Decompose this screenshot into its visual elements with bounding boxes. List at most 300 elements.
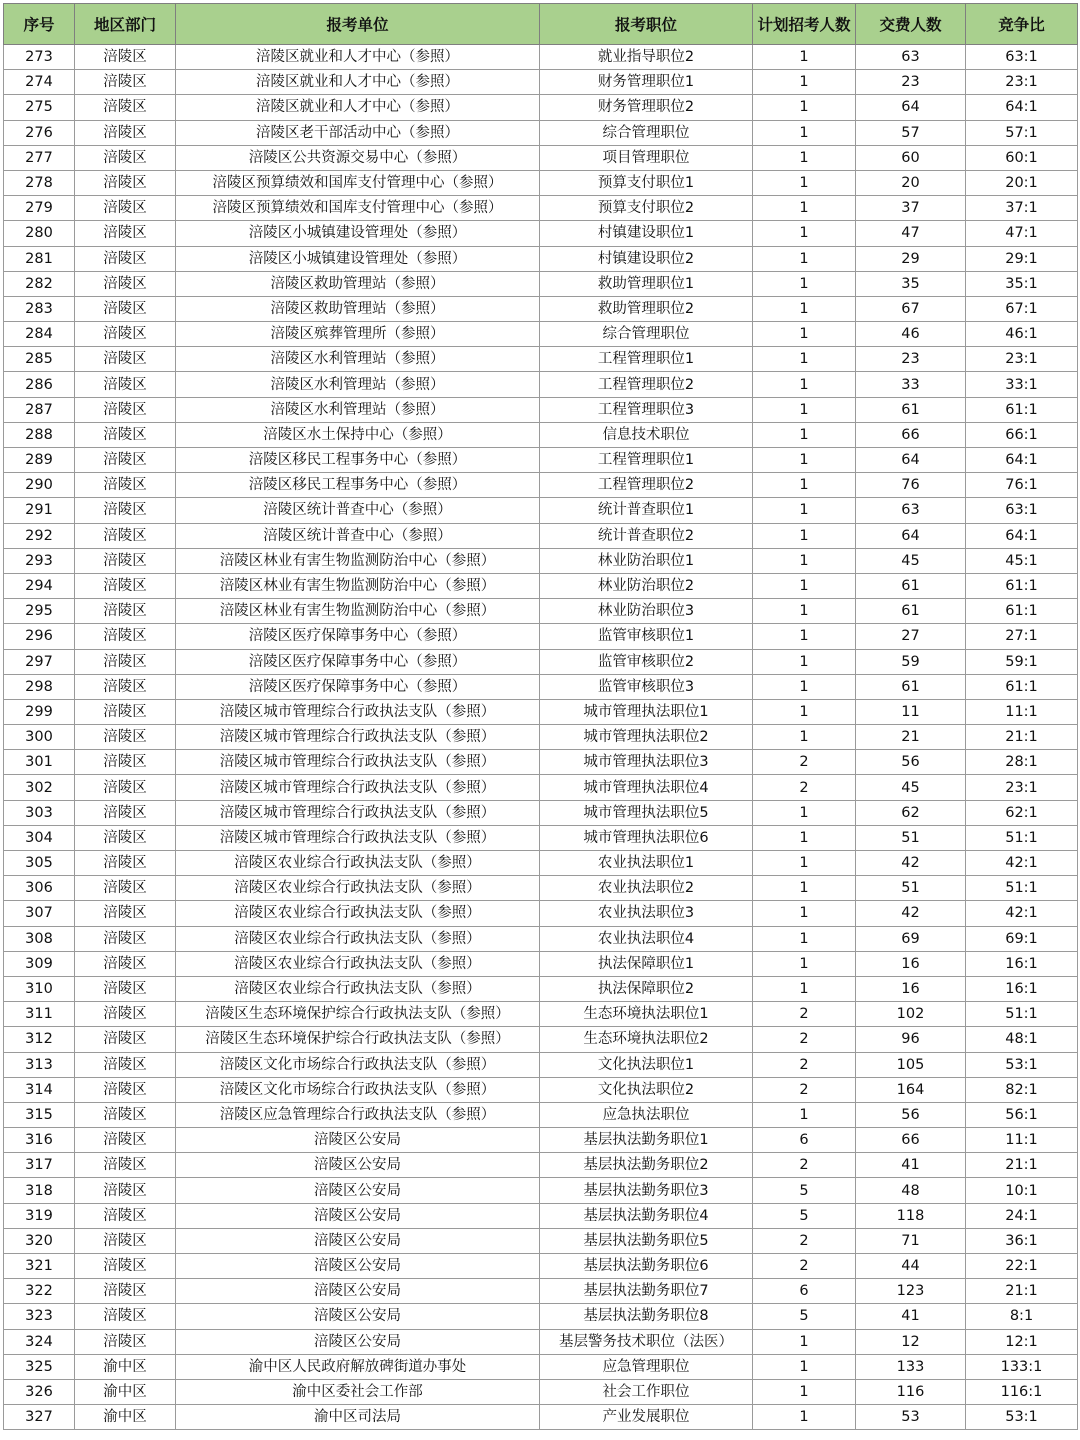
table-row — [4, 170, 1078, 195]
cell-planned: 1 — [753, 246, 856, 271]
table-row — [4, 1379, 1078, 1404]
cell-unit: 涪陵区林业有害生物监测防治中心（参照） — [176, 548, 540, 573]
cell-planned: 1 — [753, 322, 856, 347]
cell-ratio: 51:1 — [966, 825, 1078, 850]
cell-index: 296 — [4, 624, 75, 649]
table-row — [4, 1052, 1078, 1077]
cell-paid: 76 — [856, 473, 966, 498]
cell-planned: 1 — [753, 397, 856, 422]
cell-region: 涪陵区 — [75, 649, 176, 674]
cell-region: 涪陵区 — [75, 1254, 176, 1279]
cell-unit: 涪陵区预算绩效和国库支付管理中心（参照） — [176, 170, 540, 195]
cell-ratio: 21:1 — [966, 1153, 1078, 1178]
cell-ratio: 36:1 — [966, 1228, 1078, 1253]
cell-paid: 64 — [856, 95, 966, 120]
cell-paid: 44 — [856, 1254, 966, 1279]
cell-region: 涪陵区 — [75, 1077, 176, 1102]
cell-ratio: 57:1 — [966, 120, 1078, 145]
table-row — [4, 649, 1078, 674]
cell-index: 316 — [4, 1128, 75, 1153]
cell-ratio: 61:1 — [966, 573, 1078, 598]
cell-position: 应急执法职位 — [540, 1102, 753, 1127]
table-row — [4, 1027, 1078, 1052]
cell-ratio: 8:1 — [966, 1304, 1078, 1329]
cell-region: 涪陵区 — [75, 1002, 176, 1027]
cell-index: 324 — [4, 1329, 75, 1354]
cell-position: 监管审核职位2 — [540, 649, 753, 674]
cell-region: 涪陵区 — [75, 95, 176, 120]
cell-position: 基层执法勤务职位8 — [540, 1304, 753, 1329]
cell-region: 涪陵区 — [75, 422, 176, 447]
cell-planned: 1 — [753, 624, 856, 649]
cell-planned: 1 — [753, 1379, 856, 1404]
cell-paid: 53 — [856, 1405, 966, 1430]
cell-region: 涪陵区 — [75, 976, 176, 1001]
cell-ratio: 56:1 — [966, 1102, 1078, 1127]
cell-planned: 1 — [753, 372, 856, 397]
cell-region: 涪陵区 — [75, 851, 176, 876]
cell-region: 涪陵区 — [75, 951, 176, 976]
cell-index: 302 — [4, 775, 75, 800]
cell-region: 涪陵区 — [75, 145, 176, 170]
cell-planned: 5 — [753, 1203, 856, 1228]
cell-position: 村镇建设职位1 — [540, 221, 753, 246]
table-row — [4, 624, 1078, 649]
cell-paid: 23 — [856, 347, 966, 372]
cell-index: 322 — [4, 1279, 75, 1304]
cell-region: 涪陵区 — [75, 825, 176, 850]
table-row — [4, 1228, 1078, 1253]
cell-planned: 1 — [753, 674, 856, 699]
cell-unit: 渝中区司法局 — [176, 1405, 540, 1430]
cell-ratio: 45:1 — [966, 548, 1078, 573]
cell-index: 301 — [4, 750, 75, 775]
cell-index: 326 — [4, 1379, 75, 1404]
cell-planned: 1 — [753, 851, 856, 876]
cell-ratio: 23:1 — [966, 775, 1078, 800]
table-row — [4, 1153, 1078, 1178]
table-row — [4, 221, 1078, 246]
cell-index: 313 — [4, 1052, 75, 1077]
cell-region: 涪陵区 — [75, 1203, 176, 1228]
cell-position: 社会工作职位 — [540, 1379, 753, 1404]
cell-unit: 涪陵区公安局 — [176, 1304, 540, 1329]
cell-planned: 1 — [753, 448, 856, 473]
table-row — [4, 1002, 1078, 1027]
column-header-index: 序号 — [4, 4, 75, 45]
cell-index: 285 — [4, 347, 75, 372]
cell-index: 283 — [4, 296, 75, 321]
cell-index: 293 — [4, 548, 75, 573]
table-row — [4, 725, 1078, 750]
cell-planned: 1 — [753, 699, 856, 724]
cell-paid: 59 — [856, 649, 966, 674]
cell-index: 298 — [4, 674, 75, 699]
cell-planned: 1 — [753, 70, 856, 95]
table-row — [4, 1304, 1078, 1329]
cell-position: 生态环境执法职位2 — [540, 1027, 753, 1052]
cell-region: 涪陵区 — [75, 372, 176, 397]
cell-unit: 涪陵区公共资源交易中心（参照） — [176, 145, 540, 170]
table-row — [4, 800, 1078, 825]
table-row — [4, 750, 1078, 775]
cell-paid: 96 — [856, 1027, 966, 1052]
cell-unit: 涪陵区农业综合行政执法支队（参照） — [176, 876, 540, 901]
cell-region: 涪陵区 — [75, 1128, 176, 1153]
cell-ratio: 47:1 — [966, 221, 1078, 246]
cell-paid: 118 — [856, 1203, 966, 1228]
cell-paid: 61 — [856, 397, 966, 422]
cell-region: 涪陵区 — [75, 246, 176, 271]
cell-unit: 涪陵区城市管理综合行政执法支队（参照） — [176, 725, 540, 750]
cell-planned: 1 — [753, 725, 856, 750]
cell-position: 救助管理职位1 — [540, 271, 753, 296]
cell-position: 农业执法职位3 — [540, 901, 753, 926]
cell-planned: 1 — [753, 221, 856, 246]
cell-unit: 涪陵区文化市场综合行政执法支队（参照） — [176, 1052, 540, 1077]
cell-index: 292 — [4, 523, 75, 548]
cell-unit: 涪陵区医疗保障事务中心（参照） — [176, 649, 540, 674]
cell-region: 涪陵区 — [75, 523, 176, 548]
table-row — [4, 599, 1078, 624]
cell-index: 319 — [4, 1203, 75, 1228]
cell-unit: 涪陵区预算绩效和国库支付管理中心（参照） — [176, 196, 540, 221]
table-row — [4, 699, 1078, 724]
table-row — [4, 674, 1078, 699]
cell-paid: 16 — [856, 951, 966, 976]
table-row — [4, 1354, 1078, 1379]
cell-unit: 涪陵区公安局 — [176, 1203, 540, 1228]
cell-unit: 涪陵区老干部活动中心（参照） — [176, 120, 540, 145]
cell-planned: 1 — [753, 876, 856, 901]
table-row — [4, 347, 1078, 372]
cell-region: 涪陵区 — [75, 926, 176, 951]
table-row — [4, 196, 1078, 221]
cell-position: 基层执法勤务职位1 — [540, 1128, 753, 1153]
cell-region: 渝中区 — [75, 1354, 176, 1379]
cell-region: 涪陵区 — [75, 548, 176, 573]
cell-position: 城市管理执法职位1 — [540, 699, 753, 724]
cell-planned: 1 — [753, 120, 856, 145]
cell-position: 综合管理职位 — [540, 120, 753, 145]
cell-ratio: 37:1 — [966, 196, 1078, 221]
table-row — [4, 1254, 1078, 1279]
cell-ratio: 53:1 — [966, 1405, 1078, 1430]
cell-position: 监管审核职位1 — [540, 624, 753, 649]
cell-position: 城市管理执法职位3 — [540, 750, 753, 775]
cell-planned: 1 — [753, 271, 856, 296]
cell-index: 314 — [4, 1077, 75, 1102]
cell-position: 工程管理职位2 — [540, 473, 753, 498]
cell-index: 317 — [4, 1153, 75, 1178]
cell-planned: 2 — [753, 750, 856, 775]
cell-unit: 涪陵区城市管理综合行政执法支队（参照） — [176, 800, 540, 825]
cell-unit: 涪陵区公安局 — [176, 1153, 540, 1178]
table-row — [4, 448, 1078, 473]
cell-paid: 11 — [856, 699, 966, 724]
cell-position: 执法保障职位2 — [540, 976, 753, 1001]
cell-position: 基层警务技术职位（法医） — [540, 1329, 753, 1354]
cell-unit: 涪陵区生态环境保护综合行政执法支队（参照） — [176, 1002, 540, 1027]
table-row — [4, 1077, 1078, 1102]
cell-region: 涪陵区 — [75, 674, 176, 699]
cell-paid: 51 — [856, 876, 966, 901]
cell-paid: 33 — [856, 372, 966, 397]
cell-unit: 涪陵区医疗保障事务中心（参照） — [176, 674, 540, 699]
table-row — [4, 851, 1078, 876]
cell-planned: 1 — [753, 926, 856, 951]
cell-position: 农业执法职位4 — [540, 926, 753, 951]
cell-planned: 1 — [753, 1102, 856, 1127]
cell-unit: 涪陵区农业综合行政执法支队（参照） — [176, 976, 540, 1001]
cell-index: 294 — [4, 573, 75, 598]
table-row — [4, 1405, 1078, 1430]
cell-ratio: 76:1 — [966, 473, 1078, 498]
cell-index: 286 — [4, 372, 75, 397]
cell-position: 应急管理职位 — [540, 1354, 753, 1379]
cell-index: 291 — [4, 498, 75, 523]
cell-unit: 涪陵区移民工程事务中心（参照） — [176, 448, 540, 473]
cell-planned: 2 — [753, 775, 856, 800]
cell-ratio: 11:1 — [966, 699, 1078, 724]
table-row — [4, 876, 1078, 901]
cell-index: 279 — [4, 196, 75, 221]
cell-index: 310 — [4, 976, 75, 1001]
table-row — [4, 397, 1078, 422]
cell-paid: 35 — [856, 271, 966, 296]
cell-region: 涪陵区 — [75, 170, 176, 195]
cell-unit: 涪陵区统计普查中心（参照） — [176, 523, 540, 548]
cell-index: 315 — [4, 1102, 75, 1127]
table-row — [4, 901, 1078, 926]
cell-region: 涪陵区 — [75, 876, 176, 901]
cell-paid: 102 — [856, 1002, 966, 1027]
cell-region: 涪陵区 — [75, 296, 176, 321]
cell-unit: 涪陵区小城镇建设管理处（参照） — [176, 246, 540, 271]
table-row — [4, 775, 1078, 800]
cell-ratio: 22:1 — [966, 1254, 1078, 1279]
cell-planned: 6 — [753, 1128, 856, 1153]
cell-ratio: 42:1 — [966, 901, 1078, 926]
cell-region: 涪陵区 — [75, 120, 176, 145]
cell-region: 涪陵区 — [75, 347, 176, 372]
cell-planned: 5 — [753, 1178, 856, 1203]
cell-unit: 渝中区委社会工作部 — [176, 1379, 540, 1404]
cell-position: 救助管理职位2 — [540, 296, 753, 321]
cell-position: 文化执法职位2 — [540, 1077, 753, 1102]
cell-region: 涪陵区 — [75, 1102, 176, 1127]
cell-index: 280 — [4, 221, 75, 246]
cell-paid: 61 — [856, 573, 966, 598]
cell-planned: 2 — [753, 1228, 856, 1253]
cell-index: 321 — [4, 1254, 75, 1279]
table-row — [4, 70, 1078, 95]
cell-position: 基层执法勤务职位2 — [540, 1153, 753, 1178]
cell-unit: 涪陵区农业综合行政执法支队（参照） — [176, 851, 540, 876]
cell-planned: 1 — [753, 1405, 856, 1430]
cell-region: 涪陵区 — [75, 725, 176, 750]
table-row — [4, 523, 1078, 548]
cell-position: 城市管理执法职位5 — [540, 800, 753, 825]
cell-paid: 67 — [856, 296, 966, 321]
cell-ratio: 42:1 — [966, 851, 1078, 876]
cell-planned: 1 — [753, 523, 856, 548]
cell-index: 281 — [4, 246, 75, 271]
cell-paid: 66 — [856, 1128, 966, 1153]
cell-index: 320 — [4, 1228, 75, 1253]
cell-region: 涪陵区 — [75, 473, 176, 498]
cell-paid: 42 — [856, 901, 966, 926]
cell-index: 276 — [4, 120, 75, 145]
cell-paid: 47 — [856, 221, 966, 246]
table-row — [4, 498, 1078, 523]
cell-planned: 2 — [753, 1002, 856, 1027]
cell-ratio: 46:1 — [966, 322, 1078, 347]
cell-index: 289 — [4, 448, 75, 473]
table-row — [4, 246, 1078, 271]
column-header-unit: 报考单位 — [176, 4, 540, 45]
cell-ratio: 21:1 — [966, 1279, 1078, 1304]
cell-ratio: 12:1 — [966, 1329, 1078, 1354]
cell-paid: 51 — [856, 825, 966, 850]
cell-index: 311 — [4, 1002, 75, 1027]
cell-planned: 1 — [753, 45, 856, 70]
cell-unit: 涪陵区林业有害生物监测防治中心（参照） — [176, 599, 540, 624]
cell-region: 涪陵区 — [75, 573, 176, 598]
cell-paid: 69 — [856, 926, 966, 951]
cell-index: 274 — [4, 70, 75, 95]
cell-paid: 45 — [856, 775, 966, 800]
cell-region: 涪陵区 — [75, 1027, 176, 1052]
table-row — [4, 372, 1078, 397]
cell-unit: 涪陵区公安局 — [176, 1254, 540, 1279]
cell-index: 323 — [4, 1304, 75, 1329]
cell-index: 299 — [4, 699, 75, 724]
table-row — [4, 951, 1078, 976]
cell-unit: 涪陵区救助管理站（参照） — [176, 296, 540, 321]
cell-region: 涪陵区 — [75, 221, 176, 246]
cell-index: 288 — [4, 422, 75, 447]
cell-position: 预算支付职位2 — [540, 196, 753, 221]
cell-unit: 涪陵区公安局 — [176, 1329, 540, 1354]
cell-ratio: 33:1 — [966, 372, 1078, 397]
recruitment-table — [3, 3, 1078, 1430]
cell-paid: 133 — [856, 1354, 966, 1379]
cell-position: 生态环境执法职位1 — [540, 1002, 753, 1027]
cell-ratio: 53:1 — [966, 1052, 1078, 1077]
cell-position: 工程管理职位1 — [540, 347, 753, 372]
cell-index: 278 — [4, 170, 75, 195]
cell-unit: 涪陵区殡葬管理所（参照） — [176, 322, 540, 347]
cell-index: 307 — [4, 901, 75, 926]
cell-paid: 42 — [856, 851, 966, 876]
cell-index: 303 — [4, 800, 75, 825]
cell-ratio: 61:1 — [966, 599, 1078, 624]
table-row — [4, 573, 1078, 598]
cell-unit: 涪陵区救助管理站（参照） — [176, 271, 540, 296]
cell-region: 涪陵区 — [75, 800, 176, 825]
cell-paid: 27 — [856, 624, 966, 649]
cell-index: 275 — [4, 95, 75, 120]
cell-position: 城市管理执法职位2 — [540, 725, 753, 750]
cell-position: 财务管理职位1 — [540, 70, 753, 95]
cell-region: 涪陵区 — [75, 901, 176, 926]
cell-index: 308 — [4, 926, 75, 951]
cell-planned: 1 — [753, 473, 856, 498]
cell-ratio: 51:1 — [966, 876, 1078, 901]
cell-planned: 1 — [753, 145, 856, 170]
header-row — [4, 4, 1078, 45]
cell-unit: 涪陵区应急管理综合行政执法支队（参照） — [176, 1102, 540, 1127]
cell-paid: 63 — [856, 45, 966, 70]
cell-unit: 涪陵区城市管理综合行政执法支队（参照） — [176, 775, 540, 800]
cell-paid: 164 — [856, 1077, 966, 1102]
cell-paid: 61 — [856, 599, 966, 624]
cell-unit: 涪陵区水土保持中心（参照） — [176, 422, 540, 447]
cell-ratio: 63:1 — [966, 498, 1078, 523]
cell-planned: 1 — [753, 498, 856, 523]
cell-ratio: 29:1 — [966, 246, 1078, 271]
cell-region: 涪陵区 — [75, 599, 176, 624]
cell-ratio: 60:1 — [966, 145, 1078, 170]
cell-unit: 涪陵区公安局 — [176, 1178, 540, 1203]
table-row — [4, 825, 1078, 850]
cell-ratio: 10:1 — [966, 1178, 1078, 1203]
table-wrapper — [3, 3, 1078, 1430]
cell-paid: 57 — [856, 120, 966, 145]
cell-position: 基层执法勤务职位7 — [540, 1279, 753, 1304]
cell-paid: 62 — [856, 800, 966, 825]
cell-planned: 1 — [753, 347, 856, 372]
cell-planned: 1 — [753, 1329, 856, 1354]
table-row — [4, 1203, 1078, 1228]
cell-paid: 41 — [856, 1304, 966, 1329]
cell-region: 涪陵区 — [75, 624, 176, 649]
cell-region: 涪陵区 — [75, 1153, 176, 1178]
cell-planned: 1 — [753, 573, 856, 598]
cell-unit: 涪陵区移民工程事务中心（参照） — [176, 473, 540, 498]
cell-unit: 涪陵区城市管理综合行政执法支队（参照） — [176, 699, 540, 724]
cell-unit: 涪陵区公安局 — [176, 1228, 540, 1253]
cell-ratio: 61:1 — [966, 674, 1078, 699]
cell-region: 涪陵区 — [75, 775, 176, 800]
cell-unit: 涪陵区公安局 — [176, 1128, 540, 1153]
table-row — [4, 473, 1078, 498]
cell-planned: 1 — [753, 825, 856, 850]
cell-position: 村镇建设职位2 — [540, 246, 753, 271]
cell-position: 执法保障职位1 — [540, 951, 753, 976]
cell-planned: 2 — [753, 1254, 856, 1279]
cell-position: 统计普查职位2 — [540, 523, 753, 548]
cell-position: 信息技术职位 — [540, 422, 753, 447]
cell-position: 工程管理职位3 — [540, 397, 753, 422]
cell-region: 涪陵区 — [75, 70, 176, 95]
table-row — [4, 322, 1078, 347]
cell-position: 基层执法勤务职位6 — [540, 1254, 753, 1279]
cell-ratio: 116:1 — [966, 1379, 1078, 1404]
cell-planned: 1 — [753, 422, 856, 447]
cell-position: 林业防治职位3 — [540, 599, 753, 624]
cell-index: 304 — [4, 825, 75, 850]
cell-position: 预算支付职位1 — [540, 170, 753, 195]
column-header-region: 地区部门 — [75, 4, 176, 45]
cell-planned: 1 — [753, 196, 856, 221]
cell-planned: 1 — [753, 95, 856, 120]
cell-index: 282 — [4, 271, 75, 296]
cell-index: 312 — [4, 1027, 75, 1052]
cell-index: 306 — [4, 876, 75, 901]
cell-planned: 2 — [753, 1077, 856, 1102]
